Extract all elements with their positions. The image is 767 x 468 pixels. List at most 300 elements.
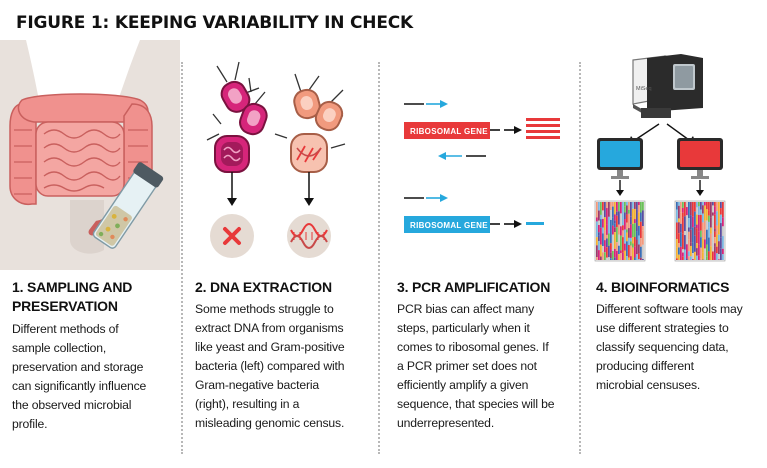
census-segment xyxy=(704,229,706,239)
census-segment xyxy=(610,210,612,220)
census-segment xyxy=(714,228,716,231)
census-segment xyxy=(636,231,638,239)
census-segment xyxy=(682,253,684,257)
census-segment xyxy=(604,252,606,260)
census-segment xyxy=(602,252,604,260)
desc-line: use different strategies to xyxy=(596,321,729,335)
census-segment xyxy=(702,214,704,223)
census-segment xyxy=(682,249,684,252)
census-segment xyxy=(620,253,622,260)
desc-line: Some methods struggle to xyxy=(195,302,334,316)
census-segment xyxy=(632,237,634,243)
census-segment xyxy=(598,232,600,235)
census-segment xyxy=(716,253,718,260)
census-segment xyxy=(694,212,696,227)
bioinformatics-heading xyxy=(596,278,729,297)
census-segment xyxy=(598,211,600,221)
census-segment xyxy=(720,202,722,208)
primer-arrow-icon xyxy=(404,100,448,108)
census-segment xyxy=(700,209,702,214)
census-segment xyxy=(608,217,610,234)
census-plot-right xyxy=(675,201,725,261)
census-segment xyxy=(610,220,612,234)
census-segment xyxy=(712,216,714,226)
census-segment xyxy=(704,221,706,229)
census-segment xyxy=(694,202,696,212)
census-segment xyxy=(626,202,628,205)
monitor-icon xyxy=(677,138,723,179)
census-segment xyxy=(696,202,698,207)
census-segment xyxy=(638,254,640,260)
heading-line: 3. PCR AMPLIFICATION xyxy=(397,279,551,295)
census-segment xyxy=(614,232,616,249)
census-segment xyxy=(624,230,626,244)
census-segment xyxy=(704,202,706,205)
census-segment xyxy=(680,224,682,233)
census-segment xyxy=(676,248,678,259)
census-segment xyxy=(620,202,622,213)
census-segment xyxy=(608,202,610,217)
census-segment xyxy=(618,225,620,235)
census-segment xyxy=(638,236,640,245)
census-segment xyxy=(634,247,636,258)
census-segment xyxy=(640,222,642,238)
census-segment xyxy=(642,210,644,226)
census-segment xyxy=(616,242,618,251)
census-segment xyxy=(616,202,618,212)
census-segment xyxy=(636,240,638,255)
census-segment xyxy=(610,249,612,252)
census-segment xyxy=(700,231,702,238)
census-segment xyxy=(690,215,692,230)
census-segment xyxy=(714,246,716,252)
census-segment xyxy=(720,215,722,223)
census-segment xyxy=(684,250,686,260)
census-segment xyxy=(720,249,722,260)
census-segment xyxy=(604,202,606,217)
census-segment xyxy=(716,234,718,246)
desc-line: (right), resulting in a xyxy=(195,397,300,411)
panel-sampling xyxy=(0,0,180,468)
census-segment xyxy=(606,247,608,258)
dna-extraction-illustration xyxy=(183,0,377,270)
census-segment xyxy=(694,227,696,236)
census-segment xyxy=(622,237,624,253)
census-segment xyxy=(720,223,722,238)
census-segment xyxy=(630,256,632,260)
census-segment xyxy=(722,202,724,217)
census-segment xyxy=(626,205,628,214)
census-segment xyxy=(598,225,600,232)
census-segment xyxy=(624,202,626,207)
census-segment xyxy=(678,233,680,243)
census-segment xyxy=(596,202,598,217)
census-segment xyxy=(634,219,636,223)
census-segment xyxy=(634,202,636,209)
census-segment xyxy=(624,251,626,260)
census-segment xyxy=(620,236,622,251)
census-segment xyxy=(714,202,716,207)
census-segment xyxy=(696,228,698,243)
census-segment xyxy=(714,215,716,229)
census-segment xyxy=(612,207,614,218)
desc-line: underrepresented. xyxy=(397,416,495,430)
census-segment xyxy=(706,209,708,220)
census-segment xyxy=(678,255,680,260)
panel-pcr-amplification xyxy=(380,0,578,468)
census-segment xyxy=(612,235,614,251)
census-segment xyxy=(686,207,688,215)
census-segment xyxy=(630,241,632,245)
census-segment xyxy=(686,244,688,258)
census-segment xyxy=(614,249,616,257)
census-segment xyxy=(630,217,632,225)
census-segment xyxy=(638,259,640,260)
census-segment xyxy=(606,258,608,260)
pcr-description xyxy=(397,300,554,433)
census-segment xyxy=(606,235,608,239)
census-segment xyxy=(606,238,608,247)
sampling-illustration xyxy=(0,0,180,270)
census-segment xyxy=(640,247,642,258)
census-segment xyxy=(716,202,718,211)
census-segment xyxy=(616,227,618,242)
census-segment xyxy=(626,229,628,232)
census-segment xyxy=(612,226,614,235)
census-segment xyxy=(688,218,690,227)
census-segment xyxy=(712,243,714,252)
census-segment xyxy=(718,254,720,259)
census-segment xyxy=(596,257,598,260)
census-segment xyxy=(700,258,702,260)
census-segment xyxy=(600,219,602,228)
dna-extraction-heading xyxy=(195,278,332,297)
census-segment xyxy=(710,234,712,247)
desc-line: Gram-negative bacteria xyxy=(195,378,320,392)
census-segment xyxy=(714,232,716,238)
census-segment xyxy=(720,208,722,215)
census-segment xyxy=(622,225,624,230)
census-segment xyxy=(604,230,606,240)
census-segment xyxy=(624,212,626,219)
census-segment xyxy=(722,249,724,254)
census-segment xyxy=(676,222,678,239)
census-segment xyxy=(614,224,616,227)
census-segment xyxy=(602,219,604,228)
census-segment xyxy=(630,224,632,238)
census-segment xyxy=(598,221,600,225)
census-segment xyxy=(682,213,684,217)
census-segment xyxy=(718,219,720,235)
census-segment xyxy=(634,237,636,247)
census-segment xyxy=(688,232,690,239)
census-segment xyxy=(608,246,610,258)
desc-line: producing different xyxy=(596,359,694,373)
census-segment xyxy=(710,228,712,234)
census-segment xyxy=(600,215,602,219)
census-segment xyxy=(718,259,720,260)
census-segment xyxy=(716,226,718,235)
census-segment xyxy=(626,223,628,230)
census-segment xyxy=(688,251,690,256)
census-segment xyxy=(600,228,602,245)
census-segment xyxy=(636,202,638,210)
census-segment xyxy=(642,231,644,245)
census-segment xyxy=(682,217,684,234)
census-segment xyxy=(618,235,620,246)
census-segment xyxy=(694,252,696,260)
census-segment xyxy=(696,215,698,225)
desc-line: the observed microbial xyxy=(12,398,132,412)
census-segment xyxy=(696,256,698,260)
desc-line: Different software tools may xyxy=(596,302,743,316)
census-segment xyxy=(702,238,704,252)
census-segment xyxy=(600,245,602,257)
census-segment xyxy=(676,202,678,210)
census-segment xyxy=(614,257,616,260)
census-segment xyxy=(610,258,612,260)
census-segment xyxy=(626,256,628,260)
census-segment xyxy=(630,246,632,257)
census-segment xyxy=(688,202,690,218)
census-segment xyxy=(610,253,612,259)
heading-line: 1. SAMPLING AND xyxy=(12,279,133,295)
census-segment xyxy=(680,247,682,260)
census-segment xyxy=(642,226,644,231)
census-segment xyxy=(600,202,602,215)
census-segment xyxy=(692,253,694,259)
census-segment xyxy=(598,241,600,250)
census-segment xyxy=(602,227,604,233)
census-segment xyxy=(638,202,640,205)
census-segment xyxy=(638,212,640,226)
census-segment xyxy=(640,258,642,260)
census-segment xyxy=(708,228,710,238)
census-segment xyxy=(604,247,606,252)
bioinformatics-illustration xyxy=(581,0,767,270)
census-segment xyxy=(690,243,692,246)
heading-line: PRESERVATION xyxy=(12,298,118,314)
census-segment xyxy=(620,226,622,235)
gene-label-1: RIBOSOMAL GENE 1 xyxy=(410,127,496,136)
figure-title: FIGURE 1: KEEPING VARIABILITY IN CHECK xyxy=(16,13,413,33)
census-segment xyxy=(694,236,696,252)
census-segment xyxy=(620,213,622,226)
census-segment xyxy=(620,250,622,253)
census-segment xyxy=(684,202,686,216)
census-segment xyxy=(614,202,616,214)
bacteria-icon xyxy=(275,74,346,172)
census-segment xyxy=(700,248,702,259)
census-segment xyxy=(690,202,692,215)
census-segment xyxy=(602,202,604,210)
census-segment xyxy=(682,208,684,213)
census-segment xyxy=(692,227,694,242)
census-segment xyxy=(706,244,708,256)
desc-line: steps, particularly when it xyxy=(397,321,530,335)
census-segment xyxy=(722,236,724,249)
desc-line: efficiently amplify a given xyxy=(397,378,529,392)
census-segment xyxy=(708,251,710,260)
census-segment xyxy=(616,212,618,216)
census-segment xyxy=(684,235,686,249)
census-segment xyxy=(688,227,690,231)
census-segment xyxy=(712,202,714,205)
census-segment xyxy=(702,202,704,205)
census-segment xyxy=(606,224,608,235)
census-segment xyxy=(710,217,712,227)
census-segment xyxy=(704,248,706,259)
census-segment xyxy=(680,202,682,213)
census-segment xyxy=(684,231,686,235)
census-segment xyxy=(676,239,678,248)
census-segment xyxy=(700,215,702,231)
census-segment xyxy=(680,233,682,247)
census-segment xyxy=(638,245,640,254)
census-segment xyxy=(618,246,620,254)
census-segment xyxy=(616,251,618,260)
census-segment xyxy=(714,243,716,246)
bioinformatics-description xyxy=(596,300,743,395)
census-segment xyxy=(712,226,714,243)
census-segment xyxy=(696,225,698,228)
census-segment xyxy=(696,248,698,256)
census-segment xyxy=(708,216,710,222)
census-segment xyxy=(626,233,628,242)
census-segment xyxy=(622,214,624,226)
census-segment xyxy=(600,257,602,260)
amplified-copies xyxy=(526,118,560,139)
primer-arrow-icon xyxy=(404,194,448,202)
census-segment xyxy=(692,259,694,260)
census-segment xyxy=(638,226,640,236)
census-segment xyxy=(714,207,716,215)
heading-line: 2. DNA EXTRACTION xyxy=(195,279,332,295)
census-segment xyxy=(636,222,638,231)
census-segment xyxy=(616,216,618,228)
census-segment xyxy=(632,224,634,237)
census-segment xyxy=(702,205,704,213)
census-segment xyxy=(630,202,632,217)
census-segment xyxy=(678,218,680,222)
census-segment xyxy=(714,253,716,261)
census-segment xyxy=(596,237,598,245)
census-segment xyxy=(624,219,626,230)
panel-dna-extraction xyxy=(183,0,377,468)
census-segment xyxy=(632,248,634,260)
census-segment xyxy=(686,259,688,260)
census-segment xyxy=(718,241,720,254)
census-segment xyxy=(608,233,610,245)
heading-line: 4. BIOINFORMATICS xyxy=(596,279,730,295)
census-segment xyxy=(610,207,612,210)
census-segment xyxy=(714,237,716,243)
census-segment xyxy=(642,245,644,259)
census-segment xyxy=(632,209,634,224)
census-segment xyxy=(606,202,608,208)
census-segment xyxy=(642,202,644,210)
census-segment xyxy=(722,226,724,236)
census-segment xyxy=(686,202,688,207)
desc-line: comes to ribosomal genes. If xyxy=(397,340,549,354)
census-segment xyxy=(608,257,610,260)
census-segment xyxy=(720,238,722,249)
census-segment xyxy=(698,202,700,206)
census-segment xyxy=(682,202,684,208)
census-segment xyxy=(636,254,638,260)
census-segment xyxy=(596,245,598,257)
census-segment xyxy=(706,202,708,209)
census-segment xyxy=(632,202,634,209)
panel-bioinformatics xyxy=(581,0,767,468)
census-segment xyxy=(618,211,620,224)
census-segment xyxy=(696,243,698,248)
census-segment xyxy=(622,202,624,214)
census-segment xyxy=(708,210,710,216)
census-segment xyxy=(688,256,690,260)
census-segment xyxy=(676,258,678,260)
census-segment xyxy=(698,215,700,231)
desc-line: Different methods of xyxy=(12,322,119,336)
census-segment xyxy=(712,212,714,215)
desc-line: a PCR primer set does not xyxy=(397,359,537,373)
census-segment xyxy=(690,256,692,260)
census-segment xyxy=(706,257,708,260)
census-segment xyxy=(622,253,624,260)
census-segment xyxy=(612,202,614,207)
census-segment xyxy=(628,228,630,238)
census-segment xyxy=(690,246,692,256)
census-segment xyxy=(698,206,700,215)
sampling-description xyxy=(12,320,146,434)
census-segment xyxy=(692,202,694,217)
sequencer-label: MiSeq xyxy=(636,86,652,92)
census-segment xyxy=(708,222,710,228)
census-segment xyxy=(684,216,686,231)
census-segment xyxy=(610,202,612,207)
census-segment xyxy=(708,238,710,252)
census-segment xyxy=(686,227,688,244)
dna-extraction-description xyxy=(195,300,345,433)
census-segment xyxy=(634,223,636,237)
census-segment xyxy=(708,202,710,210)
census-segment xyxy=(606,208,608,224)
desc-line: PCR bias can affect many xyxy=(397,302,535,316)
desc-line: extract DNA from organisms xyxy=(195,321,344,335)
census-segment xyxy=(612,251,614,260)
census-segment xyxy=(690,230,692,243)
census-segment xyxy=(718,202,720,219)
desc-line: misleading genomic census. xyxy=(195,416,345,430)
census-segment xyxy=(604,240,606,247)
desc-line: classify sequencing data, xyxy=(596,340,729,354)
census-segment xyxy=(598,236,600,242)
gene-label-2: RIBOSOMAL GENE 2 xyxy=(410,221,496,230)
desc-line: sequence, that species will be xyxy=(397,397,555,411)
census-segment xyxy=(626,215,628,223)
census-segment xyxy=(722,217,724,226)
census-segment xyxy=(676,210,678,223)
pcr-illustration xyxy=(380,0,578,270)
census-segment xyxy=(614,220,616,223)
census-segment xyxy=(622,230,624,237)
census-segment xyxy=(700,237,702,248)
census-segment xyxy=(716,247,718,254)
census-segment xyxy=(596,221,598,237)
census-segment xyxy=(678,202,680,206)
census-segment xyxy=(712,205,714,212)
census-segment xyxy=(602,210,604,218)
